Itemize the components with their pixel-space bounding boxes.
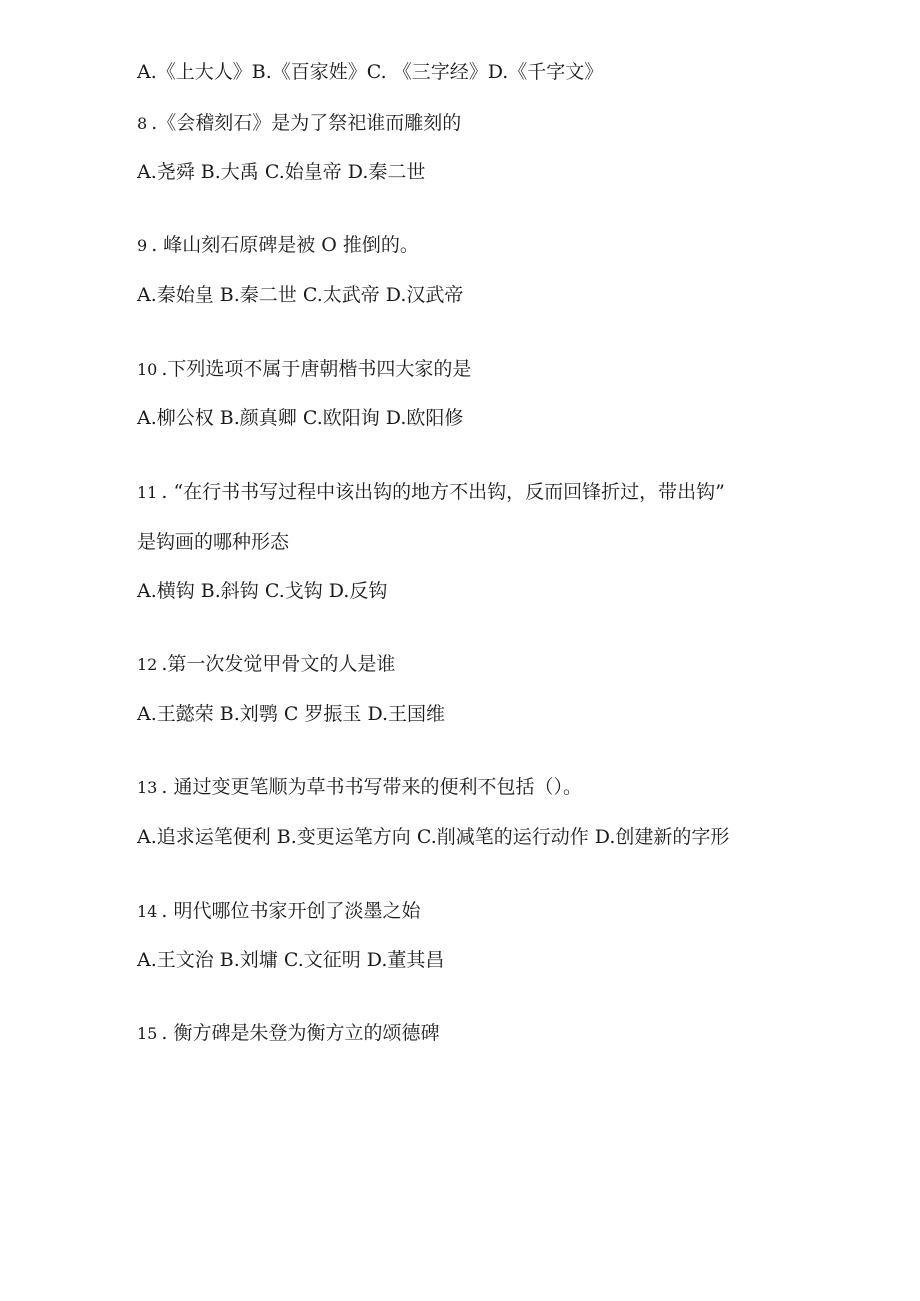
- question-text: . 明代哪位书家开创了淡墨之始: [161, 900, 421, 922]
- options-text: A.秦始皇 B.秦二世 C.太武帝 D.汉武帝: [137, 284, 464, 306]
- q13-options: [137, 825, 729, 849]
- q10-options: [137, 406, 463, 430]
- question-number: 9: [137, 236, 148, 255]
- question-number: 14: [137, 902, 158, 921]
- question-number: 10: [137, 360, 158, 379]
- question-number: 12: [137, 655, 158, 674]
- question-number: 8: [137, 114, 148, 133]
- question-text: . 衡方碑是朱登为衡方立的颂德碑: [161, 1022, 440, 1044]
- options-text: A.王文治 B.刘墉 C.文征明 D.董其昌: [137, 949, 445, 971]
- question-number: 13: [137, 778, 158, 797]
- question-number: 15: [137, 1024, 158, 1043]
- q8-options: [137, 160, 425, 184]
- question-15: [137, 1021, 439, 1046]
- question-11-continuation: [137, 530, 289, 554]
- question-text: . 峰山刻石原碑是被 O 推倒的。: [151, 234, 419, 256]
- question-14: [137, 899, 420, 924]
- question-13: [137, 775, 582, 800]
- question-11: [137, 480, 725, 505]
- question-number: 11: [137, 483, 158, 502]
- question-text: .第一次发觉甲骨文的人是谁: [161, 653, 396, 675]
- options-text: A.追求运笔便利 B.变更运笔方向 C.削减笔的运行动作 D.创建新的字形: [137, 826, 730, 848]
- q12-options: [137, 702, 445, 726]
- options-text: A.《上大人》B.《百家姓》C. 《三字经》D.《千字文》: [137, 61, 604, 83]
- question-text: 是钩画的哪种形态: [137, 531, 290, 553]
- question-text: .《会稽刻石》是为了祭祀谁而雕刻的: [151, 112, 462, 134]
- question-text: .下列选项不属于唐朝楷书四大家的是: [161, 358, 472, 380]
- options-text: A.王懿荣 B.刘鹗 C 罗振玉 D.王国维: [137, 703, 446, 725]
- question-text: . “在行书书写过程中该出钩的地方不出钩，反而回锋折过，带出钩”: [161, 481, 725, 503]
- question-10: [137, 357, 471, 382]
- q14-options: [137, 948, 444, 972]
- question-8: [137, 111, 461, 136]
- question-12: [137, 652, 395, 677]
- options-text: A.柳公权 B.颜真卿 C.欧阳询 D.欧阳修: [137, 407, 464, 429]
- options-text: A.尧舜 B.大禹 C.始皇帝 D.秦二世: [137, 161, 426, 183]
- q11-options: [137, 579, 387, 603]
- options-text: A.横钩 B.斜钩 C.戈钩 D.反钩: [137, 580, 388, 602]
- q9-options: [137, 283, 463, 307]
- question-9: [137, 233, 419, 258]
- q7-options: [137, 60, 603, 84]
- question-text: . 通过变更笔顺为草书书写带来的便利不包括（）。: [161, 776, 582, 798]
